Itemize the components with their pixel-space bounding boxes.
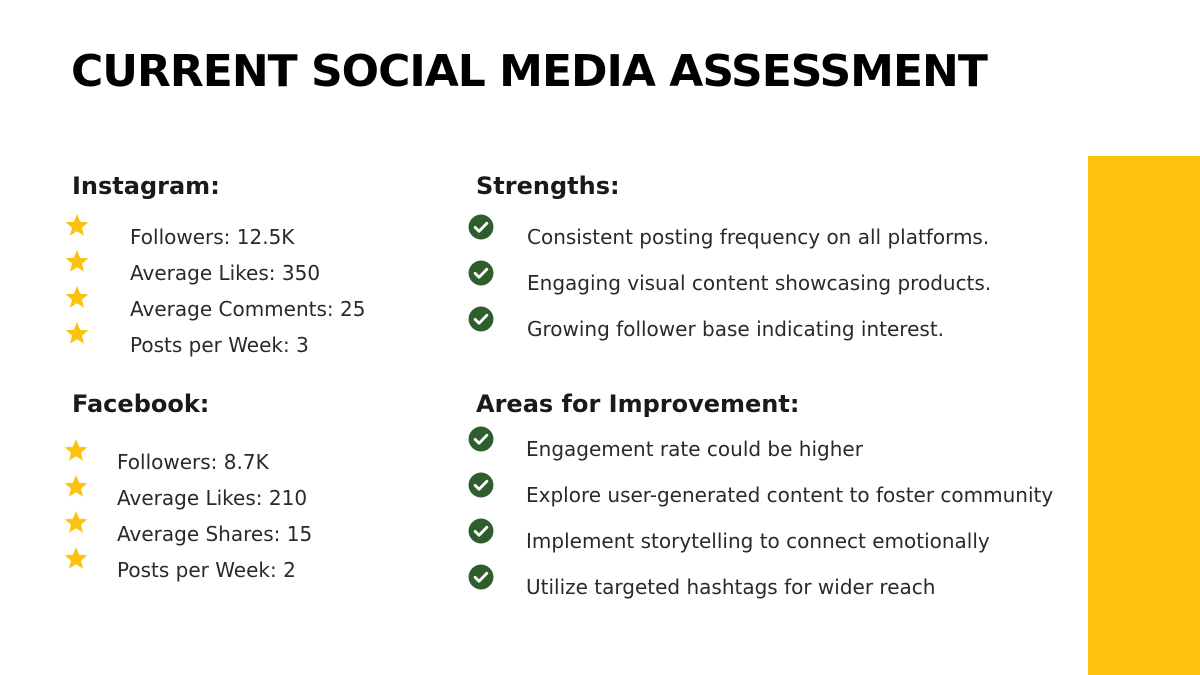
check-circle-icon bbox=[468, 472, 494, 498]
star-icon bbox=[64, 284, 90, 310]
facebook-stat-text: Average Shares: 15 bbox=[117, 522, 313, 546]
star-icon bbox=[64, 248, 90, 274]
star-icon bbox=[63, 473, 89, 499]
check-circle-icon bbox=[468, 306, 494, 332]
check-circle-icon bbox=[468, 426, 494, 452]
instagram-stat-text: Followers: 12.5K bbox=[130, 225, 295, 249]
instagram-stat-text: Posts per Week: 3 bbox=[130, 333, 309, 357]
facebook-stat-text: Posts per Week: 2 bbox=[117, 558, 296, 582]
star-icon bbox=[63, 509, 89, 535]
star-icon bbox=[64, 212, 90, 238]
slide-title: CURRENT SOCIAL MEDIA ASSESSMENT bbox=[71, 46, 987, 97]
facebook-stat-text: Followers: 8.7K bbox=[117, 450, 269, 474]
improvement-text: Implement storytelling to connect emotionally bbox=[526, 529, 990, 553]
check-circle-icon bbox=[468, 564, 494, 590]
improvement-text: Engagement rate could be higher bbox=[526, 437, 863, 461]
instagram-stat-text: Average Comments: 25 bbox=[130, 297, 366, 321]
instagram-stat-text: Average Likes: 350 bbox=[130, 261, 321, 285]
strength-text: Growing follower base indicating interest. bbox=[527, 317, 945, 341]
strength-text: Consistent posting frequency on all platforms. bbox=[527, 225, 990, 249]
accent-bar bbox=[1088, 156, 1200, 675]
improvement-text: Utilize targeted hashtags for wider reach bbox=[526, 575, 936, 599]
strength-text: Engaging visual content showcasing products. bbox=[527, 271, 992, 295]
strengths-heading: Strengths: bbox=[476, 172, 620, 200]
star-icon bbox=[64, 320, 90, 346]
check-circle-icon bbox=[468, 214, 494, 240]
instagram-heading: Instagram: bbox=[72, 172, 220, 200]
improvement-text: Explore user-generated content to foster community bbox=[526, 483, 1054, 507]
facebook-heading: Facebook: bbox=[72, 390, 210, 418]
check-circle-icon bbox=[468, 518, 494, 544]
star-icon bbox=[63, 437, 89, 463]
check-circle-icon bbox=[468, 260, 494, 286]
star-icon bbox=[63, 545, 89, 571]
facebook-stat-text: Average Likes: 210 bbox=[117, 486, 308, 510]
improvement-heading: Areas for Improvement: bbox=[476, 390, 800, 418]
